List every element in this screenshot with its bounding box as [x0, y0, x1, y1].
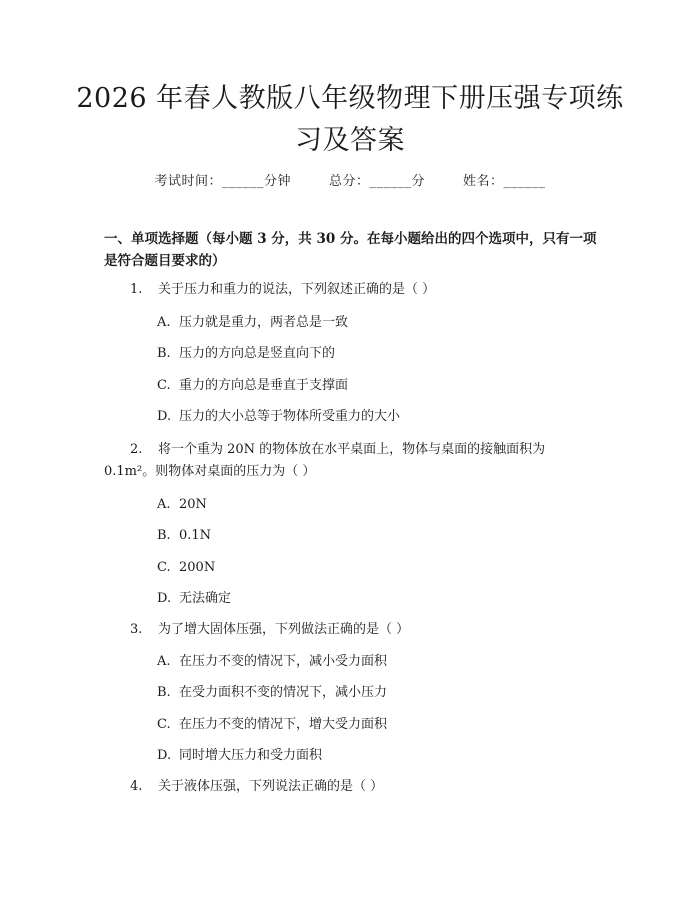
- option-letter: C.: [157, 560, 171, 575]
- question-text: 关于压力和重力的说法，下列叙述正确的是（ ）: [158, 282, 436, 297]
- option-text: 0.1N: [179, 528, 212, 543]
- question-1: [130, 279, 435, 301]
- option-letter: D.: [157, 591, 172, 606]
- option-3c: [157, 715, 387, 735]
- option-text: 压力就是重力，两者总是一致: [179, 315, 349, 330]
- option-letter: B.: [157, 346, 171, 361]
- option-3d: [157, 746, 322, 766]
- option-text: 在受力面积不变的情况下，减小压力: [179, 685, 388, 700]
- question-text: 为了增大固体压强，下列做法正确的是（ ）: [158, 622, 410, 637]
- option-text: 同时增大压力和受力面积: [179, 748, 323, 763]
- exam-info: [0, 170, 700, 189]
- option-text: 重力的方向总是垂直于支撑面: [179, 378, 349, 393]
- option-text: 压力的方向总是竖直向下的: [179, 346, 336, 361]
- question-number: 3.: [130, 622, 143, 637]
- option-letter: A.: [157, 654, 171, 669]
- question-2: [104, 439, 594, 483]
- question-number: 4.: [130, 779, 143, 794]
- section-heading: 一、单项选择题（每小题 3 分，共 30 分。在每小题给出的四个选项中，只有一项是符合题目要求的）: [104, 231, 597, 269]
- option-text: 在压力不变的情况下，增大受力面积: [179, 717, 388, 732]
- option-1c: [157, 376, 348, 396]
- question-number: 1.: [130, 282, 143, 297]
- question-number: 2.: [130, 442, 143, 457]
- option-2a: [157, 495, 207, 515]
- option-letter: B.: [157, 528, 171, 543]
- option-3b: [157, 683, 387, 703]
- exam-time: 考试时间：______分钟: [154, 174, 291, 189]
- option-text: 在压力不变的情况下，减小受力面积: [179, 654, 388, 669]
- option-text: 无法确定: [179, 591, 232, 606]
- option-1a: [157, 313, 348, 333]
- option-letter: A.: [157, 497, 171, 512]
- option-letter: B.: [157, 685, 171, 700]
- option-text: 20N: [179, 497, 207, 512]
- question-3: [130, 619, 409, 641]
- option-letter: D.: [157, 748, 172, 763]
- question-text: 将一个重为 20N 的物体放在水平桌面上，物体与桌面的接触面积为 0.1m²。则物体对桌面的压力为（ ）: [104, 442, 546, 479]
- question-4: [130, 776, 383, 798]
- option-2d: [157, 589, 231, 609]
- exam-score: 总分：______分: [328, 174, 425, 189]
- option-1d: [157, 407, 400, 427]
- document-title: 2026 年春人教版八年级物理下册压强专项练习及答案: [76, 83, 624, 156]
- option-2c: [157, 558, 215, 578]
- exam-name: 姓名：______: [463, 174, 546, 189]
- option-text: 200N: [179, 560, 216, 575]
- option-letter: D.: [157, 409, 172, 424]
- option-letter: A.: [157, 315, 171, 330]
- option-text: 压力的大小总等于物体所受重力的大小: [179, 409, 401, 424]
- option-letter: C.: [157, 717, 171, 732]
- option-1b: [157, 344, 335, 364]
- option-letter: C.: [157, 378, 171, 393]
- option-3a: [157, 652, 387, 672]
- question-text: 关于液体压强，下列说法正确的是（ ）: [158, 779, 384, 794]
- option-2b: [157, 526, 211, 546]
